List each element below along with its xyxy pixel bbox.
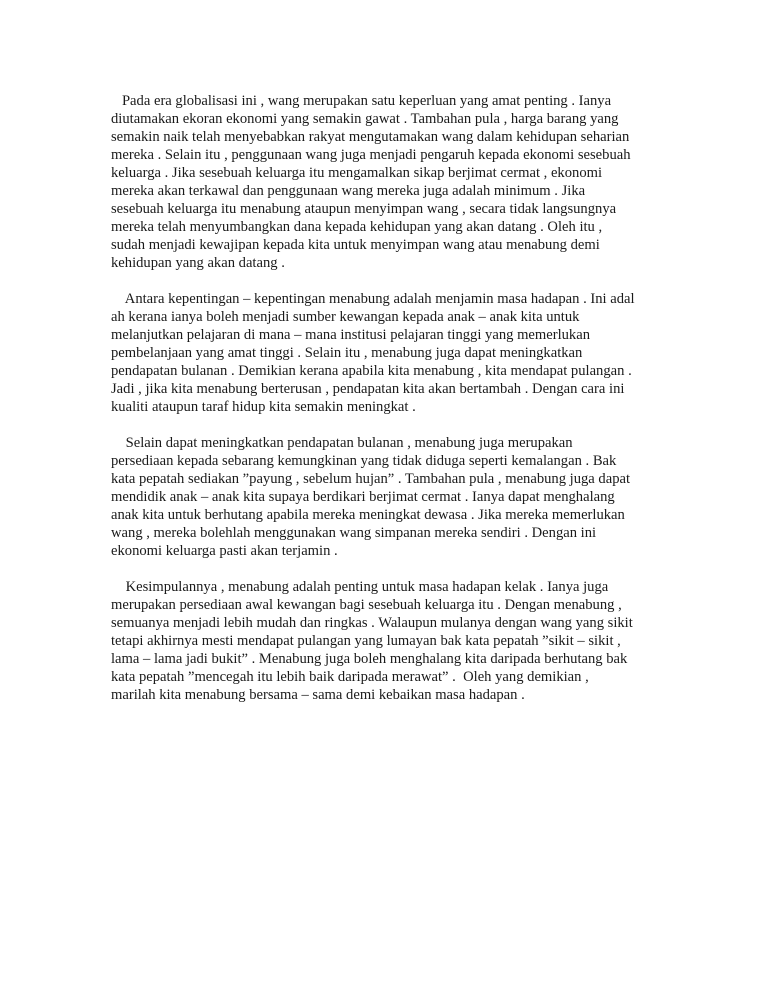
paragraph-preparation bbox=[111, 434, 659, 560]
text-line: tetapi akhirnya mesti mendapat pulangan yang lumayan bak kata pepatah ”sikit – sikit , bbox=[111, 633, 621, 649]
text-line: anak kita untuk berhutang apabila mereka meningkat dewasa . Jika mereka memerlukan bbox=[111, 507, 625, 523]
text-line: mendidik anak – anak kita supaya berdikari berjimat cermat . Ianya dapat menghalang bbox=[111, 489, 615, 505]
text-line: ekonomi keluarga pasti akan terjamin . bbox=[111, 543, 338, 559]
text-line: Kesimpulannya , menabung adalah penting untuk masa hadapan kelak . Ianya juga bbox=[111, 579, 609, 595]
text-line: sudah menjadi kewajipan kepada kita untuk menyimpan wang atau menabung demi bbox=[111, 237, 600, 253]
text-line: Pada era globalisasi ini , wang merupakan satu keperluan yang amat penting . Ianya bbox=[111, 93, 612, 109]
text-line: mereka . Selain itu , penggunaan wang juga menjadi pengaruh kepada ekonomi sesebuah bbox=[111, 147, 631, 163]
text-line: kata pepatah sediakan ”payung , sebelum hujan” . Tambahan pula , menabung juga dapat bbox=[111, 471, 631, 487]
text-line: marilah kita menabung bersama – sama demi kebaikan masa hadapan . bbox=[111, 687, 525, 703]
paragraph-intro bbox=[111, 92, 659, 272]
text-line: semuanya menjadi lebih mudah dan ringkas . Walaupun mulanya dengan wang yang sikit bbox=[111, 615, 633, 631]
text-line: keluarga . Jika sesebuah keluarga itu mengamalkan sikap berjimat cermat , ekonomi bbox=[111, 165, 603, 181]
text-line: kata pepatah ”mencegah itu lebih baik daripada merawat” . Oleh yang demikian , bbox=[111, 669, 589, 685]
text-line: wang , mereka bolehlah menggunakan wang simpanan mereka sendiri . Dengan ini bbox=[111, 525, 597, 541]
text-line: semakin naik telah menyebabkan rakyat mengutamakan wang dalam kehidupan seharian bbox=[111, 129, 630, 145]
text-line: Jadi , jika kita menabung berterusan , pendapatan kita akan bertambah . Dengan cara ini bbox=[111, 381, 625, 397]
document-body bbox=[111, 92, 659, 722]
text-line: diutamakan ekoran ekonomi yang semakin gawat . Tambahan pula , harga barang yang bbox=[111, 111, 619, 127]
text-line: sesebuah keluarga itu menabung ataupun menyimpan wang , secara tidak langsungnya bbox=[111, 201, 617, 217]
text-line: merupakan persediaan awal kewangan bagi sesebuah keluarga itu . Dengan menabung , bbox=[111, 597, 622, 613]
text-line: ah kerana ianya boleh menjadi sumber kewangan kepada anak – anak kita untuk bbox=[111, 309, 580, 325]
text-line: mereka akan terkawal dan penggunaan wang mereka juga adalah minimum . Jika bbox=[111, 183, 586, 199]
paragraph-importance bbox=[111, 290, 659, 416]
text-line: melanjutkan pelajaran di mana – mana institusi pelajaran tinggi yang memerlukan bbox=[111, 327, 591, 343]
text-line: mereka telah menyumbangkan dana kepada kehidupan yang akan datang . Oleh itu , bbox=[111, 219, 603, 235]
text-line: persediaan kepada sebarang kemungkinan yang tidak diduga seperti kemalangan . Bak bbox=[111, 453, 617, 469]
text-line: Selain dapat meningkatkan pendapatan bulanan , menabung juga merupakan bbox=[111, 435, 573, 451]
text-line: pembelanjaan yang amat tinggi . Selain itu , menabung juga dapat meningkatkan bbox=[111, 345, 583, 361]
text-line: Antara kepentingan – kepentingan menabung adalah menjamin masa hadapan . Ini adal bbox=[111, 291, 635, 307]
text-line: pendapatan bulanan . Demikian kerana apabila kita menabung , kita mendapat pulangan . bbox=[111, 363, 632, 379]
paragraph-conclusion bbox=[111, 578, 659, 704]
text-line: kehidupan yang akan datang . bbox=[111, 255, 285, 271]
text-line: lama – lama jadi bukit” . Menabung juga boleh menghalang kita daripada berhutang bak bbox=[111, 651, 628, 667]
text-line: kualiti ataupun taraf hidup kita semakin meningkat . bbox=[111, 399, 416, 415]
